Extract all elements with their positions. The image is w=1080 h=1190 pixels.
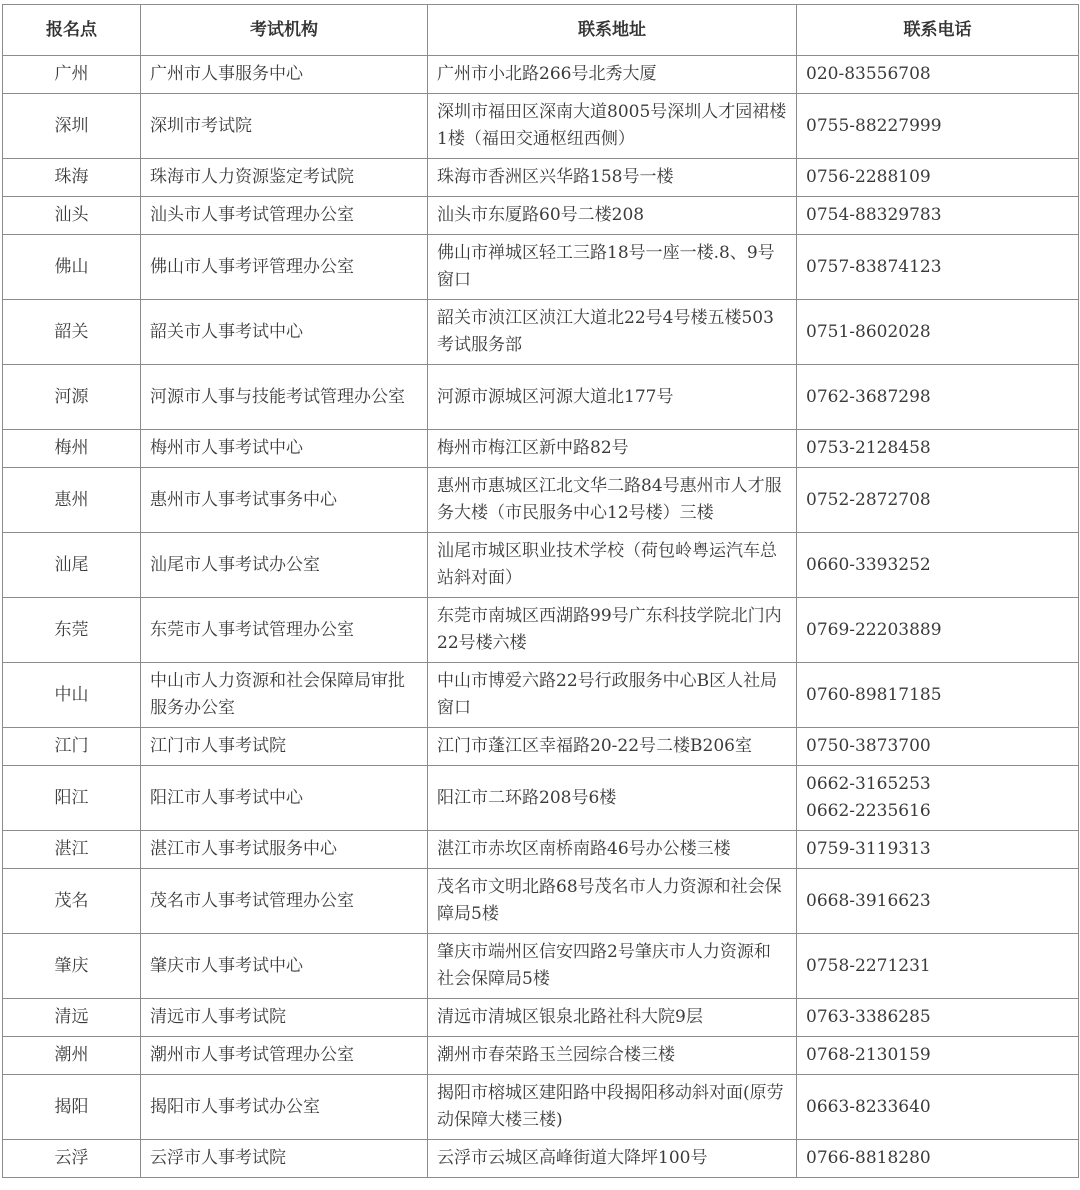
cell-org: 河源市人事与技能考试管理办公室 xyxy=(141,365,428,430)
cell-address: 阳江市二环路208号6楼 xyxy=(428,766,797,831)
phone-number: 0662-2235616 xyxy=(806,801,931,821)
cell-address: 河源市源城区河源大道北177号 xyxy=(428,365,797,430)
phone-number: 0750-3873700 xyxy=(806,736,931,756)
cell-org: 清远市人事考试院 xyxy=(141,999,428,1037)
cell-city: 深圳 xyxy=(3,94,141,159)
cell-org: 惠州市人事考试事务中心 xyxy=(141,468,428,533)
phone-number: 0752-2872708 xyxy=(806,489,931,510)
table-row xyxy=(3,728,1079,766)
cell-phone xyxy=(797,468,1079,533)
table-row xyxy=(3,300,1079,365)
cell-org: 湛江市人事考试服务中心 xyxy=(141,831,428,869)
table-row xyxy=(3,766,1079,831)
cell-phone xyxy=(797,430,1079,468)
cell-city: 清远 xyxy=(3,999,141,1037)
cell-phone xyxy=(797,56,1079,94)
cell-address: 广州市小北路266号北秀大厦 xyxy=(428,56,797,94)
table-row xyxy=(3,869,1079,934)
phone-number: 0751-8602028 xyxy=(806,321,931,342)
cell-phone xyxy=(797,300,1079,365)
phone-number: 0668-3916623 xyxy=(806,890,931,911)
cell-phone xyxy=(797,999,1079,1037)
cell-org: 东莞市人事考试管理办公室 xyxy=(141,598,428,663)
cell-address: 韶关市浈江区浈江大道北22号4号楼五楼503考试服务部 xyxy=(428,300,797,365)
table-row xyxy=(3,1075,1079,1140)
cell-address: 深圳市福田区深南大道8005号深圳人才园裙楼1楼（福田交通枢纽西侧） xyxy=(428,94,797,159)
cell-org: 云浮市人事考试院 xyxy=(141,1140,428,1178)
cell-phone xyxy=(797,159,1079,197)
cell-org: 珠海市人力资源鉴定考试院 xyxy=(141,159,428,197)
phone-number: 020-83556708 xyxy=(806,64,931,84)
cell-org: 佛山市人事考评管理办公室 xyxy=(141,235,428,300)
cell-address: 惠州市惠城区江北文华二路84号惠州市人才服务大楼（市民服务中心12号楼）三楼 xyxy=(428,468,797,533)
cell-org: 汕头市人事考试管理办公室 xyxy=(141,197,428,235)
cell-address: 清远市清城区银泉北路社科大院9层 xyxy=(428,999,797,1037)
cell-org: 肇庆市人事考试中心 xyxy=(141,934,428,999)
cell-address: 东莞市南城区西湖路99号广东科技学院北门内22号楼六楼 xyxy=(428,598,797,663)
phone-number: 0769-22203889 xyxy=(806,619,942,640)
phone-number: 0753-2128458 xyxy=(806,438,931,458)
cell-city: 佛山 xyxy=(3,235,141,300)
cell-address: 潮州市春荣路玉兰园综合楼三楼 xyxy=(428,1037,797,1075)
cell-org: 梅州市人事考试中心 xyxy=(141,430,428,468)
cell-phone xyxy=(797,598,1079,663)
cell-address: 汕头市东厦路60号二楼208 xyxy=(428,197,797,235)
cell-city: 肇庆 xyxy=(3,934,141,999)
table-row xyxy=(3,468,1079,533)
exam-contact-table xyxy=(2,4,1079,1178)
cell-phone xyxy=(797,728,1079,766)
header-org: 考试机构 xyxy=(141,5,428,56)
cell-address: 珠海市香洲区兴华路158号一楼 xyxy=(428,159,797,197)
cell-city: 潮州 xyxy=(3,1037,141,1075)
table-row xyxy=(3,533,1079,598)
cell-address: 江门市蓬江区幸福路20-22号二楼B206室 xyxy=(428,728,797,766)
cell-address: 云浮市云城区高峰街道大降坪100号 xyxy=(428,1140,797,1178)
phone-number: 0756-2288109 xyxy=(806,167,931,187)
cell-address: 佛山市禅城区轻工三路18号一座一楼.8、9号窗口 xyxy=(428,235,797,300)
phone-number: 0763-3386285 xyxy=(806,1007,931,1027)
cell-city: 中山 xyxy=(3,663,141,728)
phone-number: 0757-83874123 xyxy=(806,256,942,277)
table-row xyxy=(3,94,1079,159)
cell-phone xyxy=(797,365,1079,430)
phone-number: 0660-3393252 xyxy=(806,554,931,575)
cell-org: 阳江市人事考试中心 xyxy=(141,766,428,831)
phone-number: 0662-3165253 xyxy=(806,774,931,794)
table-row xyxy=(3,430,1079,468)
table-row xyxy=(3,197,1079,235)
header-address: 联系地址 xyxy=(428,5,797,56)
cell-city: 广州 xyxy=(3,56,141,94)
cell-phone xyxy=(797,235,1079,300)
table-header-row xyxy=(3,5,1079,56)
cell-org: 茂名市人事考试管理办公室 xyxy=(141,869,428,934)
cell-address: 茂名市文明北路68号茂名市人力资源和社会保障局5楼 xyxy=(428,869,797,934)
table-row xyxy=(3,56,1079,94)
cell-phone xyxy=(797,766,1079,831)
cell-city: 东莞 xyxy=(3,598,141,663)
cell-phone xyxy=(797,1075,1079,1140)
header-phone: 联系电话 xyxy=(797,5,1079,56)
cell-org: 汕尾市人事考试办公室 xyxy=(141,533,428,598)
header-city: 报名点 xyxy=(3,5,141,56)
cell-city: 江门 xyxy=(3,728,141,766)
cell-phone xyxy=(797,197,1079,235)
cell-city: 珠海 xyxy=(3,159,141,197)
cell-address: 湛江市赤坎区南桥南路46号办公楼三楼 xyxy=(428,831,797,869)
cell-city: 湛江 xyxy=(3,831,141,869)
cell-org: 潮州市人事考试管理办公室 xyxy=(141,1037,428,1075)
table-row xyxy=(3,1140,1079,1178)
cell-city: 汕尾 xyxy=(3,533,141,598)
cell-phone xyxy=(797,1140,1079,1178)
cell-phone xyxy=(797,533,1079,598)
phone-number: 0768-2130159 xyxy=(806,1045,931,1065)
cell-address: 中山市博爱六路22号行政服务中心B区人社局窗口 xyxy=(428,663,797,728)
cell-city: 梅州 xyxy=(3,430,141,468)
cell-address: 梅州市梅江区新中路82号 xyxy=(428,430,797,468)
table-row xyxy=(3,999,1079,1037)
phone-number: 0663-8233640 xyxy=(806,1096,931,1117)
cell-org: 韶关市人事考试中心 xyxy=(141,300,428,365)
table-row xyxy=(3,598,1079,663)
table-row xyxy=(3,663,1079,728)
table-row xyxy=(3,365,1079,430)
cell-city: 韶关 xyxy=(3,300,141,365)
table-row xyxy=(3,831,1079,869)
cell-phone xyxy=(797,94,1079,159)
cell-org: 揭阳市人事考试办公室 xyxy=(141,1075,428,1140)
phone-number: 0766-8818280 xyxy=(806,1148,931,1168)
phone-number: 0755-88227999 xyxy=(806,115,942,136)
cell-address: 汕尾市城区职业技术学校（荷包岭粤运汽车总站斜对面） xyxy=(428,533,797,598)
phone-number: 0758-2271231 xyxy=(806,955,931,976)
phone-number: 0754-88329783 xyxy=(806,205,942,225)
cell-org: 江门市人事考试院 xyxy=(141,728,428,766)
table-row xyxy=(3,1037,1079,1075)
cell-city: 揭阳 xyxy=(3,1075,141,1140)
table-row xyxy=(3,159,1079,197)
table-row xyxy=(3,934,1079,999)
phone-number: 0760-89817185 xyxy=(806,684,942,705)
table-body xyxy=(3,56,1079,1178)
cell-address: 揭阳市榕城区建阳路中段揭阳移动斜对面(原劳动保障大楼三楼) xyxy=(428,1075,797,1140)
cell-phone xyxy=(797,869,1079,934)
table-row xyxy=(3,235,1079,300)
phone-number: 0759-3119313 xyxy=(806,839,931,859)
cell-org: 深圳市考试院 xyxy=(141,94,428,159)
cell-city: 茂名 xyxy=(3,869,141,934)
cell-phone xyxy=(797,831,1079,869)
cell-city: 河源 xyxy=(3,365,141,430)
cell-phone xyxy=(797,663,1079,728)
cell-city: 阳江 xyxy=(3,766,141,831)
cell-org: 广州市人事服务中心 xyxy=(141,56,428,94)
cell-phone xyxy=(797,934,1079,999)
cell-city: 云浮 xyxy=(3,1140,141,1178)
cell-phone xyxy=(797,1037,1079,1075)
cell-address: 肇庆市端州区信安四路2号肇庆市人力资源和社会保障局5楼 xyxy=(428,934,797,999)
phone-number: 0762-3687298 xyxy=(806,386,931,407)
cell-org: 中山市人力资源和社会保障局审批服务办公室 xyxy=(141,663,428,728)
cell-city: 惠州 xyxy=(3,468,141,533)
cell-city: 汕头 xyxy=(3,197,141,235)
